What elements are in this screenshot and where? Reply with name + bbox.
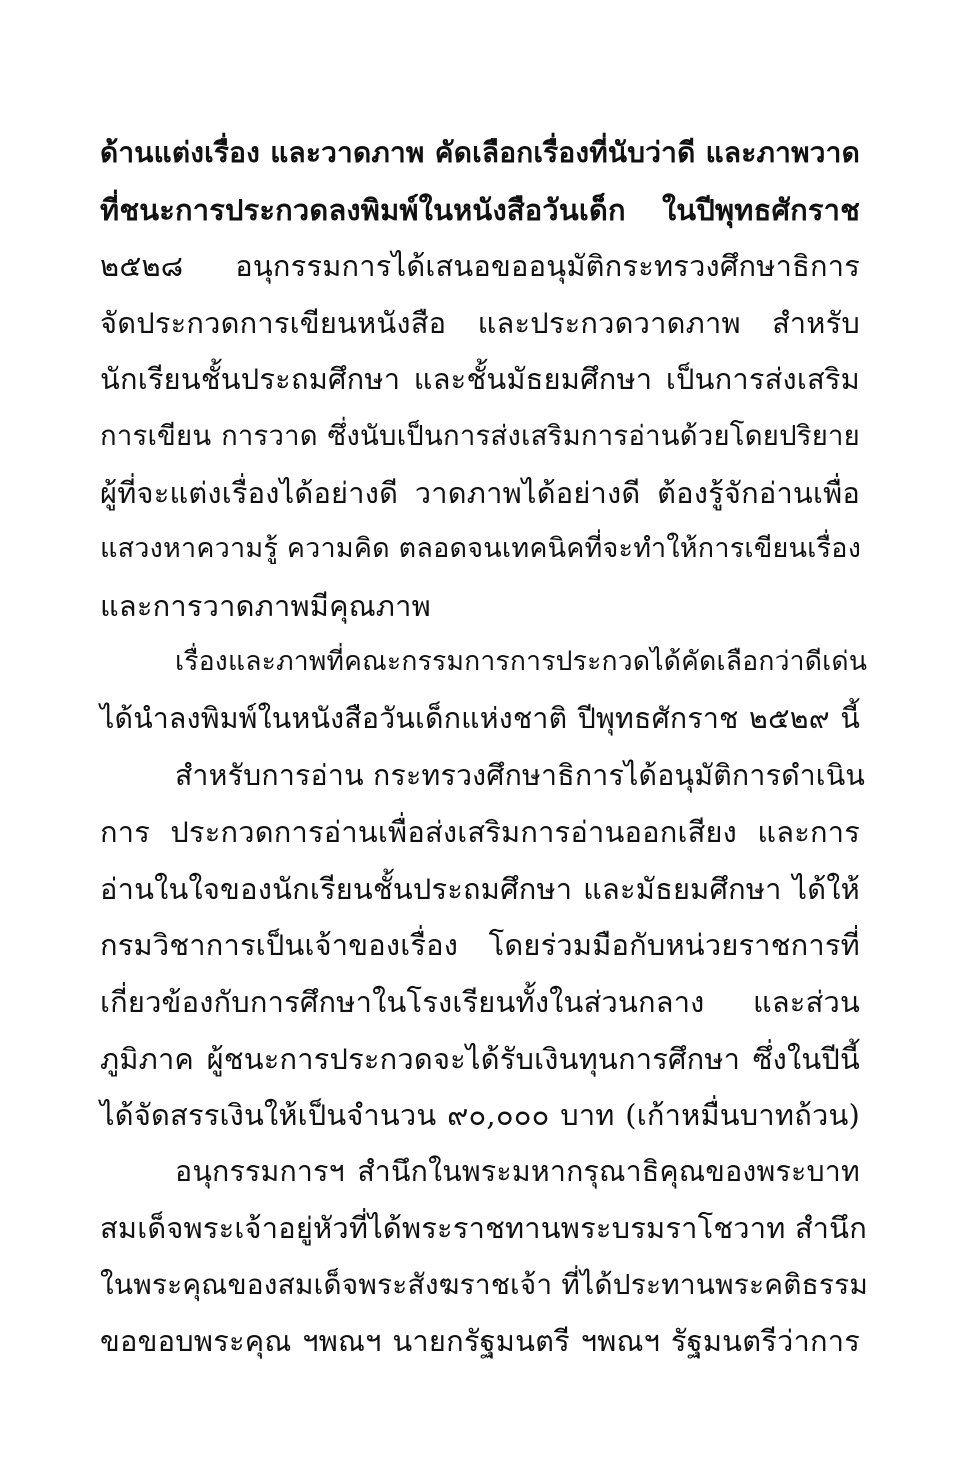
text-line-22: ขอขอบพระคุณ ฯพณฯ นายกรัฐมนตรี ฯพณฯ รัฐมนตรีว่าการ	[100, 1324, 860, 1359]
body-text	[100, 125, 869, 1370]
text-line-16: เกี่ยวข้องกับการศึกษาในโรงเรียนทั้งในส่วนกลาง และส่วน	[100, 984, 860, 1019]
text-line-19: อนุกรรมการฯ สำนึกในพระมหากรุณาธิคุณของพระบาท	[175, 1154, 860, 1188]
text-line-17: ภูมิภาค ผู้ชนะการประกวดจะได้รับเงินทุนการศึกษา ซึ่งในปีนี้	[100, 1041, 860, 1076]
text-line-1: ด้านแต่งเรื่อง และวาดภาพ คัดเลือกเรื่องที่นับว่าดี และภาพวาด	[100, 136, 860, 169]
text-line-4: จัดประกวดการเขียนหนังสือ และประกวดวาดภาพ สำหรับ	[100, 305, 860, 340]
text-line-14: อ่านในใจของนักเรียนชั้นประถมศึกษา และมัธยมศึกษา ได้ให้	[100, 871, 860, 906]
text-line-13: การ ประกวดการอ่านเพื่อส่งเสริมการอ่านออกเสียง และการ	[100, 815, 860, 850]
text-line-3: ๒๕๒๘ อนุกรรมการได้เสนอขออนุมัติกระทรวงศึกษาธิการ	[100, 249, 860, 284]
text-line-7: ผู้ที่จะแต่งเรื่องได้อย่างดี วาดภาพได้อย่างดี ต้องรู้จักอ่านเพื่อ	[100, 475, 860, 510]
text-line-15: กรมวิชาการเป็นเจ้าของเรื่อง โดยร่วมมือกับหน่วยราชการที่	[100, 928, 860, 963]
text-line-12: สำหรับการอ่าน กระทรวงศึกษาธิการได้อนุมัติการดำเนิน	[175, 758, 866, 792]
text-line-18: ได้จัดสรรเงินให้เป็นจำนวน ๙๐,๐๐๐ บาท (เก้าหมื่นบาทถ้วน)	[100, 1098, 860, 1133]
text-line-21: ในพระคุณของสมเด็จพระสังฆราชเจ้า ที่ได้ประทานพระคติธรรม	[100, 1267, 869, 1301]
text-line-10: เรื่องและภาพที่คณะกรรมการการประกวดได้คัดเลือกว่าดีเด่น	[175, 646, 868, 678]
text-line-9: และการวาดภาพมีคุณภาพ	[100, 588, 431, 623]
text-line-5: นักเรียนชั้นประถมศึกษา และชั้นมัธยมศึกษา เป็นการส่งเสริม	[100, 362, 860, 397]
text-line-11: ได้นำลงพิมพ์ในหนังสือวันเด็กแห่งชาติ ปีพุทธศักราช ๒๕๒๙ นี้	[100, 701, 860, 735]
text-line-6: การเขียน การวาด ซึ่งนับเป็นการส่งเสริมการอ่านด้วยโดยปริยาย	[100, 419, 860, 452]
text-line-20: สมเด็จพระเจ้าอยู่หัวที่ได้พระราชทานพระบรมราโชวาท สำนึก	[100, 1211, 867, 1246]
text-line-8: แสวงหาความรู้ ความคิด ตลอดจนเทคนิคที่จะทำให้การเขียนเรื่อง	[100, 533, 862, 565]
text-line-2: ที่ชนะการประกวดลงพิมพ์ในหนังสือวันเด็ก ในปีพุทธศักราช	[100, 192, 860, 227]
